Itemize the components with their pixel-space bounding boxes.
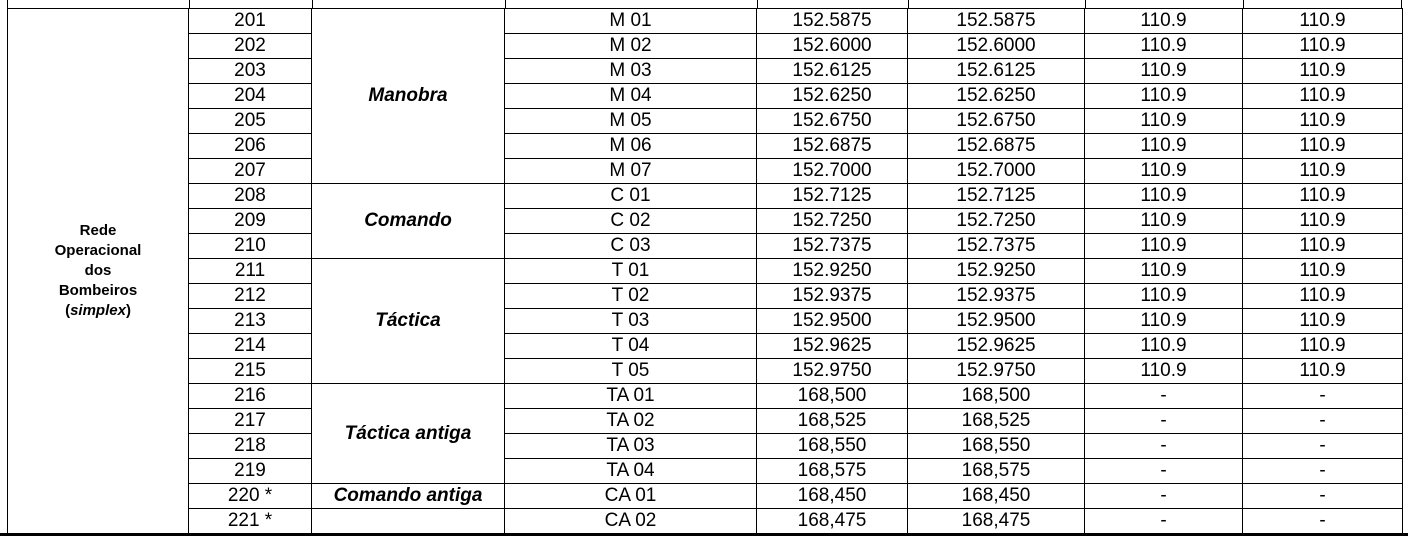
- table-row: [8, 259, 1403, 284]
- bottom-rule: [0, 533, 1408, 536]
- tx-tone-cell: -: [1243, 509, 1403, 534]
- channel-code-cell: C 02: [505, 209, 757, 234]
- channel-number-cell: 208: [189, 184, 312, 209]
- rx-tone-cell: 110.9: [1085, 234, 1243, 259]
- tx-frequency-cell: 152.9375: [908, 284, 1085, 309]
- rx-frequency-cell: 168,500: [757, 384, 908, 409]
- tx-tone-cell: -: [1243, 434, 1403, 459]
- channel-code-cell: C 01: [505, 184, 757, 209]
- network-mode-line: [8, 301, 188, 321]
- rx-tone-cell: 110.9: [1085, 159, 1243, 184]
- channel-code-cell: T 02: [505, 284, 757, 309]
- mode-label: simplex: [70, 302, 126, 319]
- tx-tone-cell: 110.9: [1243, 359, 1403, 384]
- table-row: [8, 459, 1403, 484]
- table-row: [8, 134, 1403, 159]
- channel-number-cell: 204: [189, 84, 312, 109]
- channel-number-cell: 206: [189, 134, 312, 159]
- channel-code-cell: M 06: [505, 134, 757, 159]
- tx-tone-cell: 110.9: [1243, 9, 1403, 34]
- table-row: [8, 84, 1403, 109]
- rx-tone-cell: 110.9: [1085, 109, 1243, 134]
- channel-number-cell: 207: [189, 159, 312, 184]
- channel-number-cell: 221 *: [189, 509, 312, 534]
- tx-frequency-cell: 168,475: [908, 509, 1085, 534]
- group-name-cell: Comando: [312, 184, 505, 259]
- group-name-cell: [312, 509, 505, 534]
- table-row: [8, 209, 1403, 234]
- rx-frequency-cell: 152.5875: [757, 9, 908, 34]
- table-row: [8, 509, 1403, 534]
- table-row: [8, 284, 1403, 309]
- rx-tone-cell: 110.9: [1085, 359, 1243, 384]
- tx-frequency-cell: 152.6000: [908, 34, 1085, 59]
- rx-frequency-cell: 152.6125: [757, 59, 908, 84]
- channel-code-cell: TA 03: [505, 434, 757, 459]
- channel-number-cell: 215: [189, 359, 312, 384]
- table-row: [8, 59, 1403, 84]
- rx-frequency-cell: 152.7000: [757, 159, 908, 184]
- rx-frequency-cell: 152.9250: [757, 259, 908, 284]
- tx-frequency-cell: 152.7125: [908, 184, 1085, 209]
- tx-tone-cell: -: [1243, 484, 1403, 509]
- rx-frequency-cell: 152.6000: [757, 34, 908, 59]
- rx-frequency-cell: 152.6250: [757, 84, 908, 109]
- tx-frequency-cell: 152.7000: [908, 159, 1085, 184]
- channel-code-cell: T 03: [505, 309, 757, 334]
- channel-number-cell: 209: [189, 209, 312, 234]
- rx-tone-cell: -: [1085, 409, 1243, 434]
- tx-frequency-cell: 168,575: [908, 459, 1085, 484]
- tx-tone-cell: 110.9: [1243, 134, 1403, 159]
- group-name-cell: Táctica: [312, 259, 505, 384]
- table-row: [8, 234, 1403, 259]
- rx-frequency-cell: 152.9375: [757, 284, 908, 309]
- channel-number-cell: 205: [189, 109, 312, 134]
- tx-tone-cell: 110.9: [1243, 59, 1403, 84]
- channel-table: [7, 8, 1403, 534]
- channel-number-cell: 219: [189, 459, 312, 484]
- rx-tone-cell: 110.9: [1085, 134, 1243, 159]
- tx-frequency-cell: 168,525: [908, 409, 1085, 434]
- tx-frequency-cell: 152.6125: [908, 59, 1085, 84]
- table-row: [8, 359, 1403, 384]
- group-name-cell: Manobra: [312, 9, 505, 184]
- rx-frequency-cell: 168,525: [757, 409, 908, 434]
- group-name-cell: Comando antiga: [312, 484, 505, 509]
- network-name-line: Bombeiros: [58, 282, 138, 299]
- channel-code-cell: M 02: [505, 34, 757, 59]
- rx-tone-cell: 110.9: [1085, 284, 1243, 309]
- rx-frequency-cell: 168,550: [757, 434, 908, 459]
- channel-code-cell: TA 04: [505, 459, 757, 484]
- channel-code-cell: M 01: [505, 9, 757, 34]
- channel-code-cell: M 03: [505, 59, 757, 84]
- tx-frequency-cell: 152.7375: [908, 234, 1085, 259]
- channel-code-cell: CA 02: [505, 509, 757, 534]
- table-body: [8, 9, 1403, 534]
- tx-tone-cell: 110.9: [1243, 284, 1403, 309]
- table-top-border: [7, 0, 1402, 8]
- paren-open: (: [65, 302, 71, 319]
- tx-frequency-cell: 168,500: [908, 384, 1085, 409]
- tx-tone-cell: -: [1243, 384, 1403, 409]
- rx-frequency-cell: 152.6875: [757, 134, 908, 159]
- channel-number-cell: 210: [189, 234, 312, 259]
- table-row: [8, 434, 1403, 459]
- channel-number-cell: 217: [189, 409, 312, 434]
- tx-frequency-cell: 168,450: [908, 484, 1085, 509]
- rx-tone-cell: 110.9: [1085, 9, 1243, 34]
- table-row: [8, 484, 1403, 509]
- paren-close: ): [125, 302, 131, 319]
- table-row: [8, 159, 1403, 184]
- channel-number-cell: 201: [189, 9, 312, 34]
- network-name-line: Operacional: [54, 242, 142, 259]
- rx-tone-cell: 110.9: [1085, 209, 1243, 234]
- tx-tone-cell: 110.9: [1243, 159, 1403, 184]
- channel-code-cell: C 03: [505, 234, 757, 259]
- rx-frequency-cell: 152.9625: [757, 334, 908, 359]
- tx-tone-cell: 110.9: [1243, 84, 1403, 109]
- tx-frequency-cell: 152.9750: [908, 359, 1085, 384]
- channel-code-cell: CA 01: [505, 484, 757, 509]
- tx-frequency-cell: 152.7250: [908, 209, 1085, 234]
- table-row: [8, 384, 1403, 409]
- channel-number-cell: 218: [189, 434, 312, 459]
- tx-frequency-cell: 152.6875: [908, 134, 1085, 159]
- tx-tone-cell: 110.9: [1243, 184, 1403, 209]
- group-name-cell: Táctica antiga: [312, 384, 505, 484]
- tx-frequency-cell: 152.9625: [908, 334, 1085, 359]
- tx-frequency-cell: 152.6250: [908, 84, 1085, 109]
- channel-number-cell: 212: [189, 284, 312, 309]
- channel-code-cell: TA 01: [505, 384, 757, 409]
- channel-code-cell: TA 02: [505, 409, 757, 434]
- table-row: [8, 109, 1403, 134]
- rx-tone-cell: -: [1085, 459, 1243, 484]
- rx-tone-cell: 110.9: [1085, 309, 1243, 334]
- rx-frequency-cell: 152.9500: [757, 309, 908, 334]
- rx-tone-cell: 110.9: [1085, 34, 1243, 59]
- rx-frequency-cell: 168,475: [757, 509, 908, 534]
- rx-tone-cell: -: [1085, 509, 1243, 534]
- table-row: [8, 184, 1403, 209]
- tx-tone-cell: 110.9: [1243, 34, 1403, 59]
- table-row: [8, 409, 1403, 434]
- network-name-line: Rede: [79, 222, 117, 239]
- rx-tone-cell: -: [1085, 484, 1243, 509]
- rx-frequency-cell: 152.7125: [757, 184, 908, 209]
- tx-tone-cell: 110.9: [1243, 234, 1403, 259]
- table-row: [8, 34, 1403, 59]
- tx-tone-cell: 110.9: [1243, 109, 1403, 134]
- rx-tone-cell: 110.9: [1085, 184, 1243, 209]
- channel-code-cell: T 01: [505, 259, 757, 284]
- rx-tone-cell: 110.9: [1085, 84, 1243, 109]
- tx-frequency-cell: 168,550: [908, 434, 1085, 459]
- tx-frequency-cell: 152.9250: [908, 259, 1085, 284]
- tx-frequency-cell: 152.5875: [908, 9, 1085, 34]
- tx-tone-cell: 110.9: [1243, 334, 1403, 359]
- rx-frequency-cell: 168,450: [757, 484, 908, 509]
- channel-code-cell: M 05: [505, 109, 757, 134]
- tx-tone-cell: 110.9: [1243, 209, 1403, 234]
- channel-number-cell: 203: [189, 59, 312, 84]
- rx-tone-cell: 110.9: [1085, 259, 1243, 284]
- channel-code-cell: M 04: [505, 84, 757, 109]
- rx-tone-cell: 110.9: [1085, 59, 1243, 84]
- table-row: [8, 334, 1403, 359]
- rx-frequency-cell: 152.7375: [757, 234, 908, 259]
- tx-tone-cell: 110.9: [1243, 309, 1403, 334]
- channel-code-cell: M 07: [505, 159, 757, 184]
- network-name-line: dos: [84, 262, 112, 279]
- rx-tone-cell: 110.9: [1085, 334, 1243, 359]
- rx-tone-cell: -: [1085, 434, 1243, 459]
- channel-number-cell: 214: [189, 334, 312, 359]
- channel-code-cell: T 05: [505, 359, 757, 384]
- tx-tone-cell: 110.9: [1243, 259, 1403, 284]
- rx-frequency-cell: 152.9750: [757, 359, 908, 384]
- channel-number-cell: 216: [189, 384, 312, 409]
- tx-frequency-cell: 152.6750: [908, 109, 1085, 134]
- channel-code-cell: T 04: [505, 334, 757, 359]
- channel-number-cell: 211: [189, 259, 312, 284]
- tx-tone-cell: -: [1243, 409, 1403, 434]
- rx-tone-cell: -: [1085, 384, 1243, 409]
- tx-frequency-cell: 152.9500: [908, 309, 1085, 334]
- table-row: [8, 309, 1403, 334]
- table-row: [8, 9, 1403, 34]
- channel-number-cell: 220 *: [189, 484, 312, 509]
- rx-frequency-cell: 152.6750: [757, 109, 908, 134]
- tx-tone-cell: -: [1243, 459, 1403, 484]
- rx-frequency-cell: 168,575: [757, 459, 908, 484]
- network-name-cell: [8, 9, 189, 534]
- channel-number-cell: 202: [189, 34, 312, 59]
- channel-number-cell: 213: [189, 309, 312, 334]
- rx-frequency-cell: 152.7250: [757, 209, 908, 234]
